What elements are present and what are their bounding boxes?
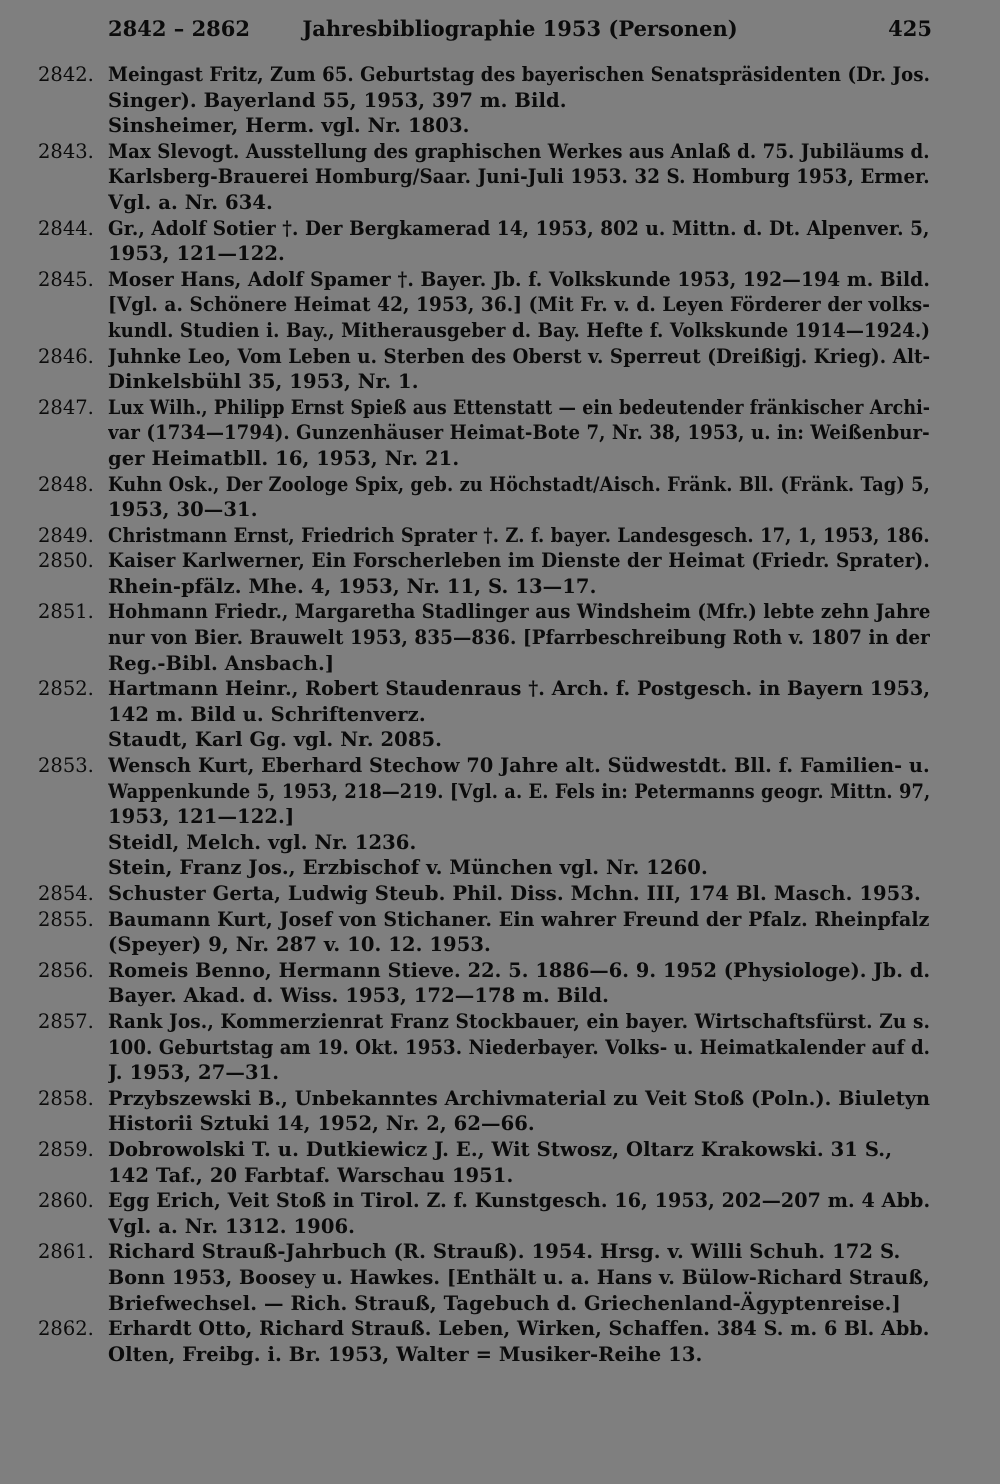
entry-number: 2856.	[38, 958, 94, 982]
entry-number: 2852.	[38, 677, 94, 701]
bibliography-entry	[0, 62, 1000, 113]
bibliography-entry	[0, 395, 1000, 472]
entry-number: 2862.	[38, 1317, 94, 1341]
bibliography-entry	[0, 1239, 1000, 1316]
entry-line: Staudt, Karl Gg. vgl. Nr. 2085.	[108, 728, 443, 752]
running-head	[108, 14, 932, 44]
entry-line: Hartmann Heinr., Robert Staudenraus †. Arch. f. Postgesch. in Bayern 1953,	[108, 677, 930, 701]
entry-line: 1953, 121—122.]	[108, 805, 295, 829]
entry-number: 2853.	[38, 754, 94, 778]
entry-line: Bonn 1953, Boosey u. Hawkes. [Enthält u. a. Hans v. Bülow-Richard Strauß,	[108, 1265, 930, 1289]
entry-line: Vgl. a. Nr. 634.	[108, 190, 273, 214]
entry-number: 2842.	[38, 63, 94, 86]
cross-reference	[0, 855, 1000, 881]
bibliography-entry	[0, 676, 1000, 727]
entry-number: 2858.	[38, 1086, 94, 1110]
entry-line: Reg.-Bibl. Ansbach.]	[108, 651, 335, 675]
entry-line: Olten, Freibg. i. Br. 1953, Walter = Musiker-Reihe 13.	[108, 1342, 703, 1366]
entry-line: Vgl. a. Nr. 1312. 1906.	[108, 1214, 356, 1238]
entry-line: kundl. Studien i. Bay., Mitherausgeber d. Bay. Hefte f. Volkskunde 1914—1924.)	[108, 318, 931, 342]
page-number: 425	[888, 16, 932, 41]
cross-reference	[0, 113, 1000, 139]
entry-line: Max Slevogt. Ausstellung des graphischen Werkes aus Anlaß d. 75. Jubiläums d.	[108, 139, 930, 163]
entry-line: Steidl, Melch. vgl. Nr. 1236.	[108, 830, 417, 854]
entry-number: 2857.	[38, 1009, 94, 1033]
bibliography-entry	[0, 1188, 1000, 1239]
entry-line: Wensch Kurt, Eberhard Stechow 70 Jahre alt. Südwestdt. Bll. f. Familien- u.	[108, 754, 930, 778]
bibliography-entry	[0, 1009, 1000, 1086]
entry-line: nur von Bier. Brauwelt 1953, 835—836. [Pfarrbeschreibung Roth v. 1807 in der	[108, 626, 930, 650]
entry-number: 2847.	[38, 395, 94, 419]
entry-number: 2845.	[38, 267, 94, 291]
entry-line: Rank Jos., Kommerzienrat Franz Stockbauer, ein bayer. Wirtschaftsfürst. Zu s.	[108, 1009, 931, 1033]
bibliography-entry	[0, 548, 1000, 599]
entry-line: ger Heimatbll. 16, 1953, Nr. 21.	[108, 446, 460, 470]
bibliography-entry	[0, 472, 1000, 523]
entry-number: 2855.	[38, 907, 94, 931]
entry-line: Dobrowolski T. u. Dutkiewicz J. E., Wit Stwosz, Oltarz Krakowski. 31 S.,	[108, 1137, 893, 1161]
entry-number: 2849.	[38, 523, 94, 547]
entry-list	[0, 62, 1000, 1367]
page-title: Jahresbibliographie 1953 (Personen)	[302, 16, 738, 41]
entry-line: Bayer. Akad. d. Wiss. 1953, 172—178 m. Bild.	[108, 984, 609, 1008]
entry-number: 2850.	[38, 549, 94, 573]
entry-line: Juhnke Leo, Vom Leben u. Sterben des Oberst v. Sperreut (Dreißigj. Krieg). Alt-	[108, 344, 930, 368]
cross-reference	[0, 830, 1000, 856]
entry-line: (Speyer) 9, Nr. 287 v. 10. 12. 1953.	[108, 933, 491, 957]
cross-reference	[0, 727, 1000, 753]
entry-number: 2851.	[38, 600, 94, 624]
entry-line: Meingast Fritz, Zum 65. Geburtstag des bayerischen Senatspräsidenten (Dr. Jos.	[108, 63, 930, 86]
entry-number: 2854.	[38, 882, 94, 905]
entry-line: Romeis Benno, Hermann Stieve. 22. 5. 1886—6. 9. 1952 (Physiologe). Jb. d.	[108, 958, 931, 982]
entry-line: Sinsheimer, Herm. vgl. Nr. 1803.	[108, 114, 470, 138]
entry-line: var (1734—1794). Gunzenhäuser Heimat-Bote 7, Nr. 38, 1953, u. in: Weißenbur-	[108, 421, 930, 445]
bibliography-entry	[0, 958, 1000, 1009]
bibliography-entry	[0, 523, 1000, 549]
entry-line: Rhein-pfälz. Mhe. 4, 1953, Nr. 11, S. 13—17.	[108, 574, 597, 598]
entry-line: Schuster Gerta, Ludwig Steub. Phil. Diss. Mchn. III, 174 Bl. Masch. 1953.	[108, 882, 921, 905]
bibliography-entry	[0, 599, 1000, 676]
bibliography-entry	[0, 753, 1000, 830]
entry-line: Egg Erich, Veit Stoß in Tirol. Z. f. Kunstgesch. 16, 1953, 202—207 m. 4 Abb.	[108, 1189, 931, 1213]
bibliography-entry	[0, 216, 1000, 267]
entry-line: 142 m. Bild u. Schriftenverz.	[108, 702, 426, 726]
bibliography-entry	[0, 139, 1000, 216]
entry-line: Historii Sztuki 14, 1952, Nr. 2, 62—66.	[108, 1112, 535, 1136]
bibliography-entry	[0, 881, 1000, 907]
entry-number: 2860.	[38, 1189, 94, 1213]
bibliography-entry	[0, 1086, 1000, 1137]
entry-line: Baumann Kurt, Josef von Stichaner. Ein wahrer Freund der Pfalz. Rheinpfalz	[108, 907, 930, 931]
entry-line: Przybszewski B., Unbekanntes Archivmaterial zu Veit Stoß (Poln.). Biuletyn	[108, 1086, 930, 1110]
entry-number: 2859.	[38, 1137, 94, 1161]
entry-line: Stein, Franz Jos., Erzbischof v. München vgl. Nr. 1260.	[108, 856, 708, 880]
entry-line: 142 Taf., 20 Farbtaf. Warschau 1951.	[108, 1163, 514, 1187]
entry-line: Kaiser Karlwerner, Ein Forscherleben im Dienste der Heimat (Friedr. Sprater).	[108, 549, 930, 573]
entry-number: 2846.	[38, 344, 94, 368]
entry-line: [Vgl. a. Schönere Heimat 42, 1953, 36.] (Mit Fr. v. d. Leyen Förderer der volks-	[108, 293, 930, 317]
entry-number: 2861.	[38, 1240, 94, 1264]
entry-number: 2844.	[38, 216, 94, 240]
entry-line: Christmann Ernst, Friedrich Sprater †. Z. f. bayer. Landesgesch. 17, 1, 1953, 186.	[108, 523, 930, 547]
bibliography-entry	[0, 1316, 1000, 1367]
entry-line: Erhardt Otto, Richard Strauß. Leben, Wirken, Schaffen. 384 S. m. 6 Bl. Abb.	[108, 1317, 930, 1341]
entry-line: Gr., Adolf Sotier †. Der Bergkamerad 14, 1953, 802 u. Mittn. d. Dt. Alpenver. 5,	[108, 216, 930, 240]
entry-line: Kuhn Osk., Der Zoologe Spix, geb. zu Höchstadt/Aisch. Fränk. Bll. (Fränk. Tag) 5,	[108, 472, 930, 496]
entry-line: Singer). Bayerland 55, 1953, 397 m. Bild.	[108, 88, 567, 112]
entry-line: 100. Geburtstag am 19. Okt. 1953. Niederbayer. Volks- u. Heimatkalender auf d.	[108, 1035, 931, 1059]
entry-line: 1953, 30—31.	[108, 498, 258, 522]
entry-line: Lux Wilh., Philipp Ernst Spieß aus Ettenstatt — ein bedeutender fränkischer Archi-	[108, 395, 931, 419]
entry-range: 2842 – 2862	[108, 16, 251, 41]
entry-line: Hohmann Friedr., Margaretha Stadlinger aus Windsheim (Mfr.) lebte zehn Jahre	[108, 600, 931, 624]
entry-line: Wappenkunde 5, 1953, 218—219. [Vgl. a. E. Fels in: Petermanns geogr. Mittn. 97,	[108, 779, 930, 803]
entry-line: Richard Strauß-Jahrbuch (R. Strauß). 1954. Hrsg. v. Willi Schuh. 172 S.	[108, 1240, 901, 1264]
bibliography-entry	[0, 267, 1000, 344]
entry-number: 2843.	[38, 139, 94, 163]
entry-line: Karlsberg-Brauerei Homburg/Saar. Juni-Juli 1953. 32 S. Homburg 1953, Ermer.	[108, 165, 930, 189]
bibliography-entry	[0, 344, 1000, 395]
entry-number: 2848.	[38, 472, 94, 496]
bibliography-entry	[0, 1137, 1000, 1188]
entry-line: J. 1953, 27—31.	[108, 1061, 280, 1085]
bibliography-entry	[0, 907, 1000, 958]
entry-line: Dinkelsbühl 35, 1953, Nr. 1.	[108, 370, 419, 394]
entry-line: Briefwechsel. — Rich. Strauß, Tagebuch d. Griechenland-Ägyptenreise.]	[108, 1291, 901, 1315]
entry-line: 1953, 121—122.	[108, 242, 285, 266]
entry-line: Moser Hans, Adolf Spamer †. Bayer. Jb. f. Volkskunde 1953, 192—194 m. Bild.	[108, 267, 930, 291]
